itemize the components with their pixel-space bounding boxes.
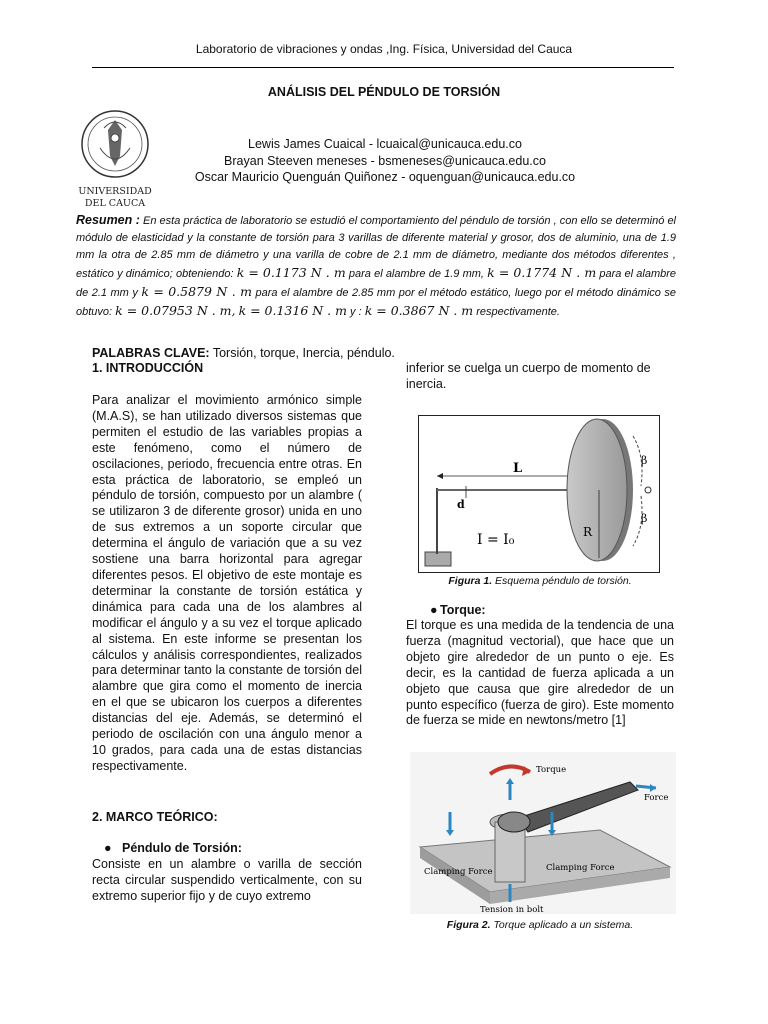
figure2-label-tension: Tension in bolt	[480, 905, 544, 914]
figure-2-caption	[406, 919, 674, 931]
abstract-text-5: y :	[350, 306, 362, 318]
figure1-beta-down: β	[641, 512, 648, 525]
keywords-label: PALABRAS CLAVE:	[92, 346, 210, 360]
figure1-label-d: d	[457, 498, 465, 511]
university-logo	[74, 108, 156, 212]
figure-1-caption-text: Esquema péndulo de torsión.	[495, 575, 632, 587]
figure1-label-R: R	[583, 525, 593, 539]
authors-block	[150, 136, 620, 186]
bullet-torque-label: Torque:	[440, 603, 486, 617]
abstract-k4: k = 0.07953 N . m,	[115, 303, 236, 318]
figure1-label-I: I = I₀	[477, 532, 515, 548]
bullet-pendulo-label: Péndulo de Torsión:	[122, 841, 242, 855]
torque-paragraph: El torque es una medida de la tendencia de una fuerza (magnitud vectorial), que hace que un objeto gire alrededor de un punto o eje. Es decir, es la cantidad de fuerza aplicada a un objeto que causa que gire alrededor de un punto específico (fuerza de giro). Este momento de fuerza se mide en newtons/metro [1]	[406, 618, 674, 728]
abstract-text-6: respectivamente.	[476, 306, 560, 318]
figure1-label-L: L	[513, 461, 523, 476]
page-header: Laboratorio de vibraciones y ondas ,Ing. Física, Universidad del Cauca	[195, 42, 573, 56]
abstract-k5: k = 0.1316 N . m	[238, 303, 347, 318]
logo-text-line1: UNIVERSIDAD	[78, 186, 152, 197]
keywords	[92, 346, 652, 360]
abstract-k3: k = 0.5879 N . m	[141, 284, 252, 299]
bullet-dot: ●	[104, 841, 112, 855]
pendulo-paragraph-continued: inferior se cuelga un cuerpo de momento de inercia.	[406, 361, 651, 391]
abstract-label: Resumen :	[76, 213, 140, 227]
author-1: Lewis James Cuaical - lcuaical@unicauca.edu.co	[248, 137, 522, 151]
abstract-text-1: En esta práctica de laboratorio se estudió el comportamiento del péndulo de torsión , con ello se determinó el módulo de elasticidad y la constante de torsión para 3 varillas de diferente material y grosor, dos de aluminio, una de 1.9 mm la otra de 2.85 mm de diámetro y una varilla de cobre de 2.1 mm de diámetro, mediante dos métodos diferentes , estático y dinámico; obteniendo:	[76, 215, 677, 280]
abstract-k1: k = 0.1173 N . m	[236, 265, 346, 280]
figure-2-caption-label: Figura 2.	[446, 919, 491, 931]
logo-text-line2: DEL CAUCA	[84, 198, 146, 209]
university-seal-icon	[74, 108, 156, 212]
abstract-text-2: para el alambre de 1.9 mm,	[348, 268, 484, 280]
author-2: Brayan Steeven meneses - bsmeneses@unicauca.edu.co	[224, 153, 546, 168]
marco-heading: 2. MARCO TEÓRICO:	[92, 810, 218, 824]
figure-1-torsion-pendulum	[418, 415, 660, 573]
bullet-pendulo	[92, 841, 362, 857]
figure-1-caption-label: Figura 1.	[448, 575, 493, 587]
author-3: Oscar Mauricio Quenguán Quiñonez - oquenguan@unicauca.edu.co	[194, 170, 576, 184]
abstract-text-3: para el alambre de 2.1 mm y	[76, 268, 677, 299]
figure2-label-torque: Torque	[536, 765, 567, 775]
figure1-beta-up: β	[641, 454, 648, 467]
keywords-text: Torsión, torque, Inercia, péndulo.	[212, 346, 395, 360]
bullet-torque	[406, 603, 674, 619]
figure2-label-clamp-left: Clamping Force	[424, 867, 493, 877]
bullet-dot-2: ●	[430, 603, 438, 617]
figure-2-torque	[410, 752, 676, 914]
figure2-label-clamp-right: Clamping Force	[546, 863, 615, 873]
figure-2-caption-text: Torque aplicado a un sistema.	[493, 919, 634, 931]
figure-1-caption	[406, 575, 674, 587]
abstract-k2: k = 0.1774 N . m	[487, 265, 597, 280]
figure2-label-force: Force	[644, 793, 669, 803]
intro-paragraph: Para analizar el movimiento armónico simple (M.A.S), se han utilizado diversos sistemas que permiten el estudio de las variables propias a este fenómeno, como el número de oscilaciones, periodo, frecuencia entre otras. En esta práctica de laboratorio, se empleó un péndulo de torsión, compuesto por un alambre ( se utilizaron 3 de diferente grosor) unida en uno de sus extremos a un soporte circular que determina el ángulo de variación que a su vez sostiene una barra horizontal para agregar diferentes pesos. El objetivo de este montaje es determinar la constante de torsión estática y dinámica para cada una de los alambres al modificar el ángulo y a su vez el torque aplicado al sistema. En este informe se presentan los cálculos y análisis correspondientes, realizados para determinar tanto la constante de torsión del alambre que gira como el momento de inercia en el que se ubicaron los cuerpos a diferentes distancias del eje. Además, se determinó el periodo de oscilación con una ángulo menor a 10 grados, para cada una de estas distancias respectivamente.	[92, 393, 362, 773]
intro-heading: 1. INTRODUCCIÓN	[92, 361, 204, 375]
paper-title: ANÁLISIS DEL PÉNDULO DE TORSIÓN	[267, 85, 501, 99]
abstract-k6: k = 0.3867 N . m	[364, 303, 474, 318]
header-rule	[92, 67, 674, 68]
abstract	[76, 212, 676, 321]
pendulo-paragraph: Consiste en un alambre o varilla de sección recta circular suspendido verticalmente, con su extremo superior fijo y de cuyo extremo	[92, 857, 362, 903]
abstract-text-4: para el alambre de 2.85 mm por el método estático, luego por el método dinámico se obtuvo:	[76, 287, 677, 318]
